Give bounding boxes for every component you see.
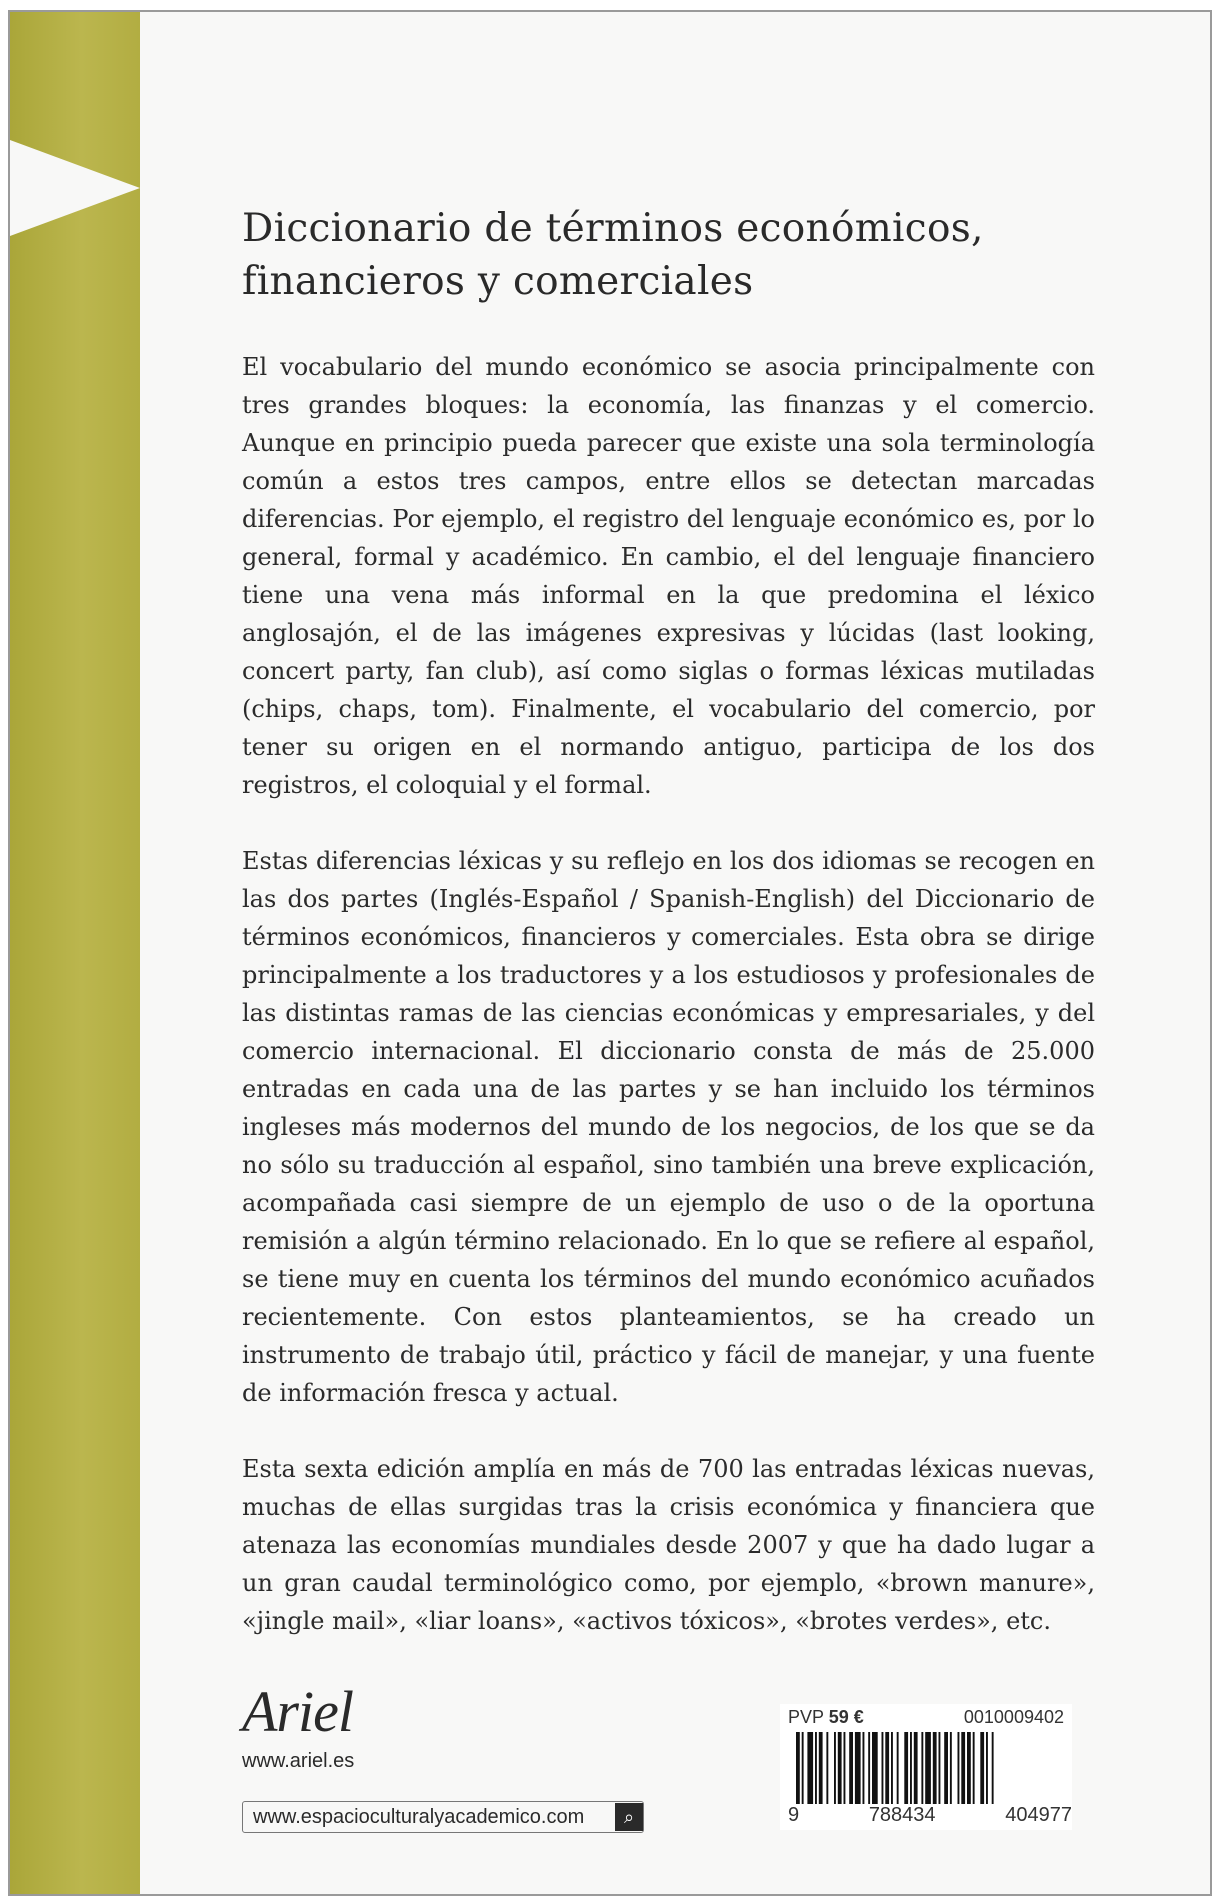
barcode-bar [980,1732,984,1804]
barcode-bar [882,1732,884,1804]
barcode-bar [844,1732,846,1804]
barcode-bar [904,1732,908,1804]
barcode-bar [826,1732,828,1804]
band-notch [10,140,140,236]
barcode-bar [838,1732,842,1804]
blurb [242,202,1095,1640]
barcode-bar [796,1732,800,1804]
barcode-bar [914,1732,918,1804]
barcode-bar [921,1732,923,1804]
olive-side-band [10,12,140,1894]
barcode-bar [939,1732,941,1804]
barcode-bar [863,1732,865,1804]
barcode-bar [868,1732,870,1804]
barcode-bar [967,1732,971,1804]
price-label: PVP [788,1707,824,1727]
isbn-prefix: 9 [788,1804,800,1826]
title-line-2: financieros y comerciales [242,259,754,304]
barcode-bar [961,1732,965,1804]
book-back-cover [8,10,1212,1896]
barcode-bar [855,1732,861,1804]
barcode-bar [933,1732,937,1804]
paragraph-3: Esta sexta edición amplía en más de 700 las entradas léxicas nuevas, muchas de ellas surgidas tras la crisis económica y financiera que atenaza las economías mundiales desde 2007 y que ha dado lugar a un gran caudal terminológico como, por ejemplo, «brown manure», «jingle mail», «liar loans», «activos tóxicos», «brotes verdes», etc. [242,1455,1095,1635]
barcode-bar [958,1732,960,1804]
barcode-bar [925,1732,931,1804]
barcode-bar [872,1732,878,1804]
price [788,1707,864,1728]
barcode-bar [891,1732,893,1804]
barcode-bar [819,1732,823,1804]
book-title [242,202,1095,308]
barcode-bar [834,1732,836,1804]
product-code: 0010009402 [963,1707,1064,1727]
barcode-bar [986,1732,988,1804]
barcode-bar [910,1732,912,1804]
price-barcode-label [780,1704,1072,1830]
barcode-bar [950,1732,952,1804]
isbn-group-1: 788434 [868,1804,936,1826]
search-site-text: www.espacioculturalyacademico.com [253,1805,585,1828]
publisher-logo: Ariel [242,1679,353,1744]
price-value: 59 € [828,1707,864,1727]
search-icon: ⌕ [615,1803,643,1831]
isbn-group-2: 404977 [1005,1804,1072,1826]
title-line-1: Diccionario de términos económicos, [242,206,984,251]
barcode-bar [802,1732,804,1804]
barcode-bar [849,1732,853,1804]
search-box[interactable] [242,1801,644,1833]
barcode-bar [815,1732,817,1804]
barcode-bar [944,1732,948,1804]
barcode-bar [897,1732,899,1804]
publisher-footer [242,1680,662,1833]
barcode-bar [807,1732,813,1804]
barcode-bar [885,1732,889,1804]
barcode [796,1732,1066,1804]
barcode-bar [992,1732,994,1804]
paragraph-1: El vocabulario del mundo económico se asocia principalmente con tres grandes bloques: la economía, las finanzas y el comercio. Aunque en principio pueda parecer que existe una sola terminología común a estos tres campos, entre ellos se detectan marcadas diferencias. Por ejemplo, el registro del lenguaje económico es, por lo general, formal y académico. En cambio, el del lenguaje financiero tiene una vena más informal en la que predomina el léxico anglosajón, el de las imágenes expresivas y lúcidas (last looking, concert party, fan club), así como siglas o formas léxicas mutiladas (chips, chaps, tom). Finalmente, el vocabulario del comercio, por tener su origen en el normando antiguo, participa de los dos registros, el coloquial y el formal. [242,353,1095,799]
paragraph-2: Estas diferencias léxicas y su reflejo en los dos idiomas se recogen en las dos partes (Inglés-Español / Spanish-English) del Diccionario de términos económicos, financieros y comerciales. Esta obra se dirige principalmente a los traductores y a los estudiosos y profesionales de las distintas ramas de las ciencias económicas y empresariales, y del comercio internacional. El diccionario consta de más de 25.000 entradas en cada una de las partes y se han incluido los términos ingleses más modernos del mundo de los negocios, de los que se da no sólo su traducción al español, sino también una breve explicación, acompañada casi siempre de un ejemplo de uso o de la oportuna remisión a algún término relacionado. En lo que se refiere al español, se tiene muy en cuenta los términos del mundo económico acuñados recientemente. Con estos planteamientos, se ha creado un instrumento de trabajo útil, práctico y fácil de manejar, y una fuente de información fresca y actual. [242,847,1095,1407]
isbn-digits [788,1804,1072,1827]
publisher-url[interactable]: www.ariel.es [242,1750,355,1772]
price-row [780,1704,1072,1728]
barcode-bar [973,1732,975,1804]
